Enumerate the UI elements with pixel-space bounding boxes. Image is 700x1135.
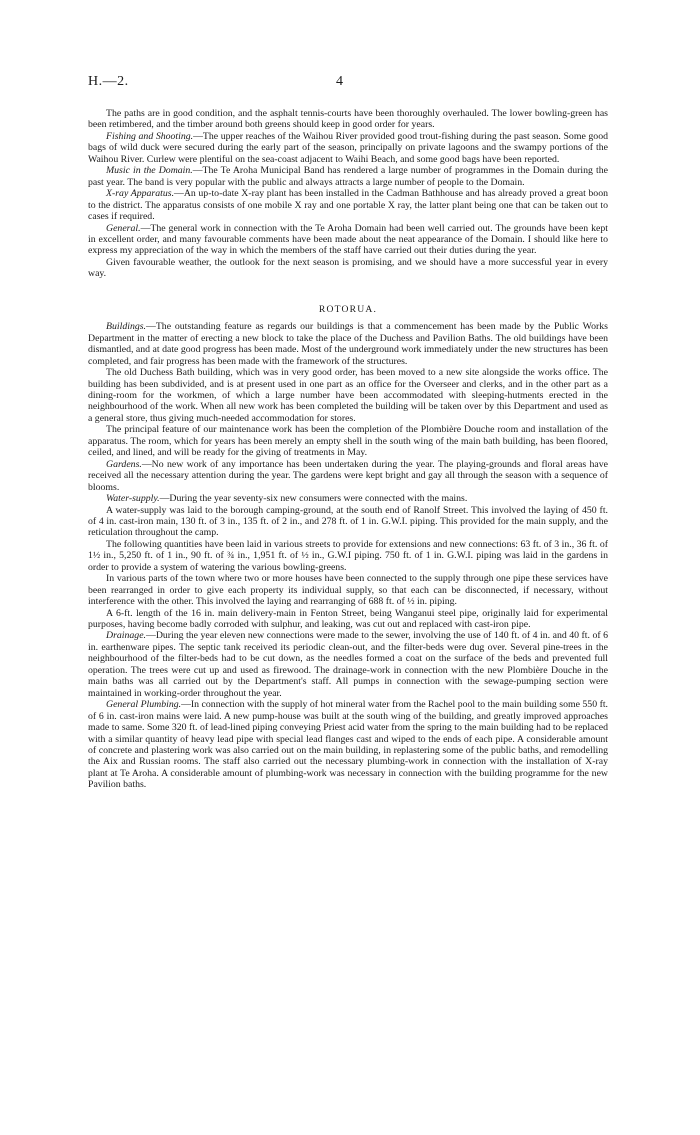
paragraph-text: —During the year eleven new connections were made to the sewer, involving the use of 140 ft. of 4 in. and 40 ft. of 6 in. earthenware pipes. The septic tank received its periodic clean-out, and the filter-beds were dug over. Several pine-trees in the neighbourhood of the filter-beds had to be cut down, as the needles formed a coat on the surface of the beds and prevented full operation. The trees were cut up and used as firewood. The drainage-work in connection with the new Plombière Douche in the main baths was all carried out by the Department's staff. All pumps in connection with the sewage-pumping section were maintained in working-order throughout the year.	[88, 630, 608, 699]
paragraph	[88, 165, 608, 188]
paragraph-heading: Drainage.	[106, 630, 147, 642]
paragraph-heading: Music in the Domain.	[106, 165, 193, 177]
paragraph-text: —The outstanding feature as regards our buildings is that a commencement has been made by the Public Works Department in the matter of erecting a new block to take the place of the Duchess and Pavilion Baths. The old buildings have been dismantled, and at date good progress has been made. Most of the underground work immediately under the new structures has been completed, and fair progress has been made with the framework of the structures.	[88, 321, 608, 367]
paragraph-text: —During the year seventy-six new consumers were connected with the mains.	[159, 493, 468, 505]
paragraph	[88, 505, 608, 539]
paragraph-text: —No new work of any importance has been undertaken during the year. The playing-grounds and floral areas have received all the necessary attention during the year. The gardens were kept bright and gay all through the season with a sequence of blooms.	[88, 458, 608, 493]
document-body	[88, 108, 608, 791]
paragraph-text: A water-supply was laid to the borough camping-ground, at the south end of Ranolf Street. This involved the laying of 450 ft. of 4 in. cast-iron main, 130 ft. of 3 in., 135 ft. of 2 in., and 278 ft. of 1 in. G.W.I. piping. This provided for the main supply, and the reticulation throughout the camp.	[88, 504, 608, 539]
paragraph	[88, 108, 608, 131]
section-title: ROTORUA.	[318, 303, 378, 315]
paragraph	[88, 131, 608, 165]
paragraph-heading: Fishing and Shooting.	[106, 130, 194, 142]
document-reference: H.—2.	[88, 74, 129, 89]
paragraph-text: —The general work in connection with the Te Aroha Domain had been well carried out. The grounds have been kept in excellent order, and many favourable comments have been made about the neat appearance of the Domain. I should like here to express my appreciation of the way in which the members of the staff have carried out their duties during the year.	[88, 222, 608, 257]
paragraph-heading: Gardens.	[106, 458, 142, 470]
paragraph	[88, 493, 608, 504]
page-number: 4	[336, 74, 343, 89]
paragraph	[88, 321, 608, 367]
paragraph	[88, 573, 608, 607]
paragraph-heading: General.	[106, 222, 141, 234]
paragraph-text: Given favourable weather, the outlook for the next season is promising, and we should have a more successful year in every way.	[88, 256, 608, 280]
page-header	[0, 74, 700, 96]
paragraph-text: A 6-ft. length of the 16 in. main delivery-main in Fenton Street, being Wanganui steel pipe, originally laid for experimental purposes, having become badly corroded with sulphur, and leaking, was cut out and replaced with cast-iron pipe.	[88, 607, 608, 631]
paragraph	[88, 257, 608, 280]
paragraph	[88, 223, 608, 257]
paragraph	[88, 188, 608, 222]
paragraph-heading: Water-supply.	[106, 493, 160, 505]
paragraph	[88, 424, 608, 458]
paragraph-text: In various parts of the town where two or more houses have been connected to the supply through one pipe these services have been rearranged in order to give each property its individual supply, so that each can be disconnected, if necessary, without interference with the other. This involved the laying and rearranging of 688 ft. of ½ in. piping.	[88, 573, 608, 608]
paragraph-text: The following quantities have been laid in various streets to provide for extensions and new connections: 63 ft. of 3 in., 36 ft. of 1½ in., 5,250 ft. of 1 in., 90 ft. of ¾ in., 1,951 ft. of ½ in., G.W.I piping. 750 ft. of 1 in. G.W.I. piping was laid in the gardens in order to provide a system of watering the various bowling-greens.	[88, 538, 608, 573]
paragraph-text: —The Te Aroha Municipal Band has rendered a large number of programmes in the Domain during the past year. The band is very popular with the public and always attracts a large number of people to the Domain.	[88, 165, 608, 188]
paragraph	[88, 630, 608, 699]
paragraph	[88, 539, 608, 573]
paragraph	[88, 459, 608, 493]
paragraph-heading: General Plumbing.	[106, 699, 182, 711]
paragraph	[88, 367, 608, 424]
paragraph-text: The old Duchess Bath building, which was in very good order, has been moved to a new site alongside the works office. The building has been subdivided, and is at present used in one part as an office for the Overseer and clerks, and in the other part as a dining-room for the workmen, of which a large number have been accommodated with sleeping-hutments erected in the neighbourhood of the work. When all new work has been completed the building will be taken over by this Department and used as a general store, thus giving much-needed accommodation for stores.	[88, 367, 608, 424]
paragraph-text: The principal feature of our maintenance work has been the completion of the Plombière Douche room and installation of the apparatus. The room, which for years has been merely an empty shell in the south wing of the main bath building, has been floored, ceiled, and lined, and will be ready for the giving of treatments in May.	[88, 424, 608, 459]
paragraph	[88, 608, 608, 631]
paragraph-heading: Buildings.	[106, 321, 147, 333]
paragraph-text: The paths are in good condition, and the asphalt tennis-courts have been thoroughly overhauled. The lower bowling-green has been retimbered, and the timber around both greens should keep in good order for years.	[88, 108, 608, 131]
paragraph-text: —An up-to-date X-ray plant has been installed in the Cadman Bathhouse and has already proved a great boon to the district. The apparatus consists of one mobile X ray and one portable X ray, the latter plant being one that can be taken out to cases if required.	[88, 188, 608, 223]
paragraph-text: —The upper reaches of the Waihou River provided good trout-fishing during the past season. Some good bags of wild duck were secured during the early part of the season, principally on private lagoons and the swampy portions of the Waihou River. Curlew were plentiful on the sea-coast adjacent to Waihi Beach, and some good bags have been reported.	[88, 130, 608, 165]
paragraph-text: —In connection with the supply of hot mineral water from the Rachel pool to the main building some 550 ft. of 6 in. cast-iron mains were laid. A new pump-house was built at the south wing of the building, and greatly improved approaches made to same. Some 320 ft. of lead-lined piping conveying Priest acid water from the spring to the main building had to be replaced with a similar quantity of heavy lead pipe with special lead flanges cast and wiped to the ends of each pipe. A considerable amount of concrete and plastering work was also carried out on the main building, in replastering some of the public baths, and remodelling the Aix and Russian rooms. The staff also carried out the necessary plumbing-work in connection with the installation of X-ray plant at Te Aroha. A considerable amount of plumbing-work was necessary in connection with the building programme for the new Pavilion baths.	[88, 699, 608, 791]
paragraph-heading: X-ray Apparatus.	[106, 188, 175, 200]
paragraph	[88, 699, 608, 791]
